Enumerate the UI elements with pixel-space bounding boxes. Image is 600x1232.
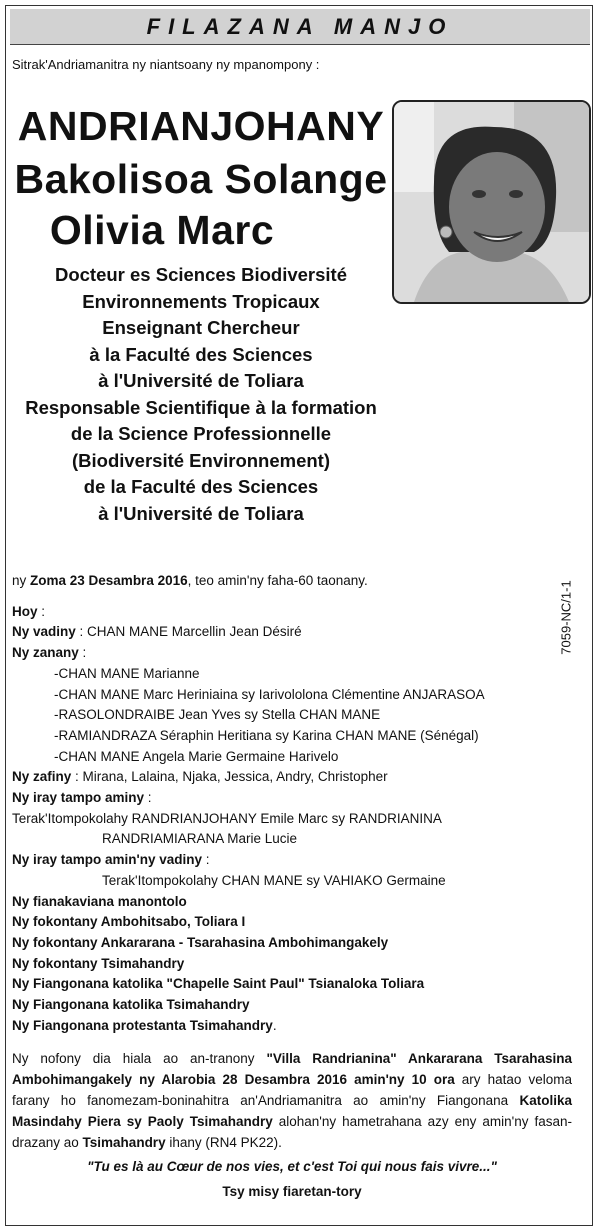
memorial-quote: "Tu es là au Cœur de nos vies, et c'est Toi qui nous fais vivre..." <box>87 1159 497 1175</box>
mourner-line: Ny Fiangonana katolika Tsimahandry <box>12 997 250 1013</box>
notice-banner: FILAZANA MANJO <box>10 9 590 45</box>
siblings-line: RANDRIAMIARANA Marie Lucie <box>102 831 298 847</box>
title-line: de la Science Professionnelle <box>70 423 332 444</box>
mourner-line: Ny fokontany Tsimahandry <box>12 955 185 971</box>
intro-text: Sitrak'Andriamanitra ny niantsoany ny mpanompony : <box>12 57 320 72</box>
spouse-siblings-label: Ny iray tampo amin'ny vadiny : <box>12 852 210 868</box>
funeral-paragraph: Ny nofony dia hiala ao an-tranony "Villa Randrianina" Ankararana Tsarahasina Ambohimangakely ny Alarobia 28 Desambra 2016 amin'ny 10 ora ary hatao veloma farany ho fanomezam-boninahitra an'Andriamanitra ao amin'ny Fiangonana Katolika Masindahy Piera sy Paoly Tsimahandry alohan'ny hametrahana azy eny amin'ny fasan-drazany ao Tsimahandry ihany (RN4 PK22). <box>12 1051 572 1151</box>
title-line: Responsable Scientifique à la formation <box>25 396 377 418</box>
title-line: Enseignant Chercheur <box>102 317 300 338</box>
child-item: -RASOLONDRAIBE Jean Yves sy Stella CHAN MANE <box>54 707 381 723</box>
siblings-label: Ny iray tampo aminy : <box>12 790 152 806</box>
hoy-line: Hoy : <box>12 603 46 619</box>
title-line: Environnements Tropicaux <box>82 290 320 312</box>
deceased-first-names: Bakolisoa Solange <box>14 156 388 202</box>
child-item: -CHAN MANE Marc Heriniaina sy Iarivololona Clémentine ANJARASOA <box>54 686 485 702</box>
notice-body <box>12 571 572 1203</box>
title-line: Docteur es Sciences Biodiversité <box>54 264 348 285</box>
mourner-line: Ny fokontany Ambohitsabo, Toliara I <box>12 914 246 930</box>
death-date: Zoma 23 Desambra 2016 <box>30 573 188 588</box>
title-line: à l'Université de Toliara <box>98 502 304 524</box>
child-item: -RAMIANDRAZA Séraphin Heritiana sy Karina CHAN MANE (Sénégal) <box>54 727 479 743</box>
children-label: Ny zanany : <box>12 645 87 661</box>
child-item: -CHAN MANE Marianne <box>54 665 200 681</box>
title-line: à l'Université de Toliara <box>98 370 304 391</box>
child-item: -CHAN MANE Angela Marie Germaine Harivelo <box>54 748 339 764</box>
title-line: de la Faculté des Sciences <box>83 476 319 497</box>
mourner-line: Ny Fiangonana katolika "Chapelle Saint Paul" Tsianaloka Toliara <box>12 976 425 992</box>
deceased-last-names: Olivia Marc <box>49 208 275 252</box>
reference-code: 7059-NC/1-1 <box>558 580 574 655</box>
closing-signature: Tsy misy fiaretan-tory <box>222 1184 362 1200</box>
date-line: ny Zoma 23 Desambra 2016, teo amin'ny faha-60 taonany. <box>12 573 368 588</box>
deceased-titles <box>12 262 390 527</box>
spouse-siblings-line: Terak'Itompokolahy CHAN MANE sy VAHIAKO Germaine <box>102 872 446 888</box>
grandchildren-line: Ny zafiny : Mirana, Lalaina, Njaka, Jessica, Andry, Christopher <box>12 769 388 785</box>
mourner-line: Ny Fiangonana protestanta Tsimahandry. <box>12 1017 277 1033</box>
title-line: à la Faculté des Sciences <box>89 343 313 365</box>
portrait-photo <box>392 100 591 304</box>
mourner-line: Ny fokontany Ankararana - Tsarahasina Ambohimangakely <box>12 934 389 950</box>
deceased-surname: ANDRIANJOHANY <box>17 103 385 149</box>
spouse-line: Ny vadiny : CHAN MANE Marcellin Jean Désiré <box>12 624 302 640</box>
mourner-line: Ny fianakaviana manontolo <box>12 893 187 909</box>
siblings-line: Terak'Itompokolahy RANDRIANJOHANY Emile Marc sy RANDRIANINA <box>12 810 442 826</box>
title-line: (Biodiversité Environnement) <box>71 449 330 471</box>
